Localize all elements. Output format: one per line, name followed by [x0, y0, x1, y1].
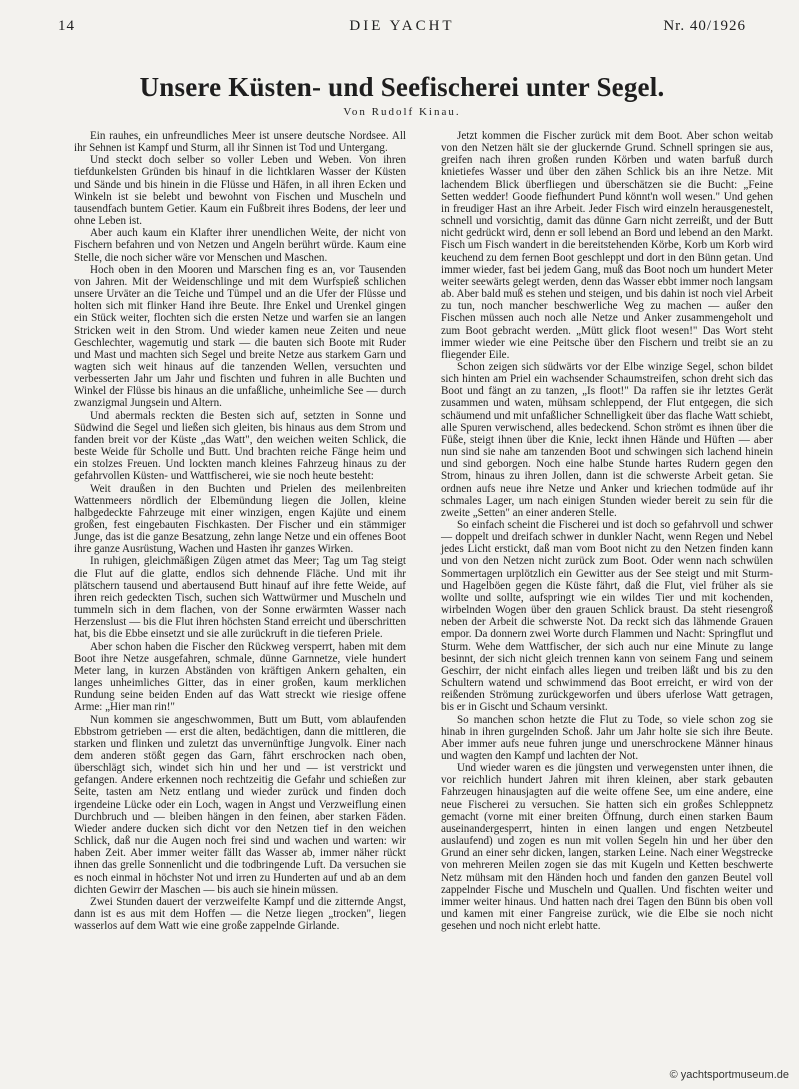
article-title: Unsere Küsten- und Seefischerei unter Segel. — [139, 72, 665, 102]
body-paragraph: Hoch oben in den Mooren und Marschen fing es an, vor Tausenden von Jahren. Mit der Weidenschlinge und mit dem Wurfspieß schlichen unsere Urväter an die Teiche und Tümpel und an die Ufer der Flüsse und holten sich mit flinker Hand ihre Beute. Ihre Enkel und Urenkel gingen ein Stück weiter, flochten sich die ersten Netze und warfen sie an langen Stricken weit in den Strom. Und wieder kamen neue Zeiten und neue Geschlechter, wagemutig und stark — die bauten sich Boote mit Ruder und Mast und machten sich Segel und breite Netze aus starkem Garn und wagten sich weit hinaus auf die tanzenden Wellen, versuchten und verbesserten Jahr um Jahr und fischten und fuhren in alle Buchten und Winkel der Flüsse bis hinaus an die unfaßliche, unheimliche See — durch zwanzigmal Jungsein und Altern. — [74, 263, 406, 410]
body-paragraph: Und steckt doch selber so voller Leben und Weben. Von ihren tiefdunkelsten Gründen bis hinauf in die lichtklaren Wasser der Küsten und Sände und bis hinein in die Flüsse und Häfen, in all ihren Ecken und Winkeln ist sie belebt und bewohnt von Fischen und Muscheln und tausendfach buntem Getier. Kaum ein Fußbreit ihres Bodens, der leer und ohne Leben ist. — [74, 154, 406, 228]
body-paragraph: So manchen schon hetzte die Flut zu Tode, so viele schon zog sie hinab in ihren gurgelnden Schoß. Jahr um Jahr holte sie sich ihre Beute. Aber immer aufs neue fuhren junge und unerschrockene Männer hinaus und wagten den Kampf und lachten der Not. — [441, 713, 773, 762]
issue-number: Nr. 40/1926 — [663, 18, 746, 34]
article-byline: Von Rudolf Kinau. — [343, 106, 461, 118]
magazine-name: DIE YACHT — [349, 18, 455, 34]
left-column — [74, 130, 406, 932]
right-column — [441, 130, 773, 932]
page-number: 14 — [58, 18, 75, 34]
body-paragraph: Aber auch kaum ein Klafter ihrer unendlichen Weite, der nicht von Fischern befahren und von Netzen und Angeln berührt würde. Kaum eine Stelle, die noch sicher wäre vor Menschen und Maschen. — [74, 227, 406, 264]
body-paragraph: In ruhigen, gleichmäßigen Zügen atmet das Meer; Tag um Tag steigt die Flut auf die glatte, endlos sich dehnende Fläche. Und mit ihr plätschern tausend und abertausend Butt hinauf auf ihre fette Weide, auf ihren reich gedeckten Tisch, suchen sich Wattwürmer und Muscheln und tummeln sich in dem flachen, von der Sonne erwärmten Wasser nach Herzenslust — bis die Flut ihren höchsten Stand erreicht und überschritten hat, bis die Ebbe einsetzt und sie alle zurückruft in die tieferen Priele. — [74, 555, 406, 641]
body-paragraph: Aber schon haben die Fischer den Rückweg versperrt, haben mit dem Boot ihre Netze ausgefahren, schmale, dünne Garnnetze, viele hundert Meter lang, in kurzen Abständen von kräftigen Ankern gehalten, ein langes unheimliches Gitter, das in einer großen, kaum merklichen Rundung seine beiden Enden auf das Watt streckt wie riesige offene Arme: „Hier man rin!" — [74, 640, 406, 714]
body-paragraph: Zwei Stunden dauert der verzweifelte Kampf und die zitternde Angst, dann ist es aus mit dem Hoffen — die Netze liegen „trocken", liegen wasserlos auf dem Watt wie eine große zappelnde Girlande. — [74, 895, 406, 933]
body-paragraph: Nun kommen sie angeschwommen, Butt um Butt, vom ablaufenden Ebbstrom getrieben — erst die alten, bedächtigen, dann die mittleren, die starken und flinken und zuletzt das unvernünftige Jungvolk. Einer nach dem anderen stößt gegen das Garn, fährt erschrocken nach oben, überschlägt sich, windet sich hin und her und — ist verstrickt und gefangen. Andere erkennen noch rechtzeitig die Gefahr und schießen zur Seite, tasten am Netz entlang und wieder zurück und finden doch irgendeine Lücke oder ein Loch, wagen in Angst und Verzweiflung einen Durchbruch und — bleiben hängen in den feinen, aber starken Fäden. Wieder andere ducken sich dicht vor den Netzen tief in den weichen Schlick, daß nur die Augen noch frei sind und wachen und warten: wir haben Zeit. Aber immer weiter fällt das Wasser ab, immer näher rückt ihnen das grelle Sonnenlicht und die todbringende Luft. Da versuchen sie es noch einmal in höchster Not und irren zu Hunderten auf und ab an dem dichten Gewirr der Maschen — bis auch sie hinein müssen. — [74, 713, 406, 896]
body-paragraph: So einfach scheint die Fischerei und ist doch so gefahrvoll und schwer — doppelt und dreifach schwer in dunkler Nacht, wenn Regen und Nebel jedes Licht erstickt, daß man vom Boot nicht zu den Netzen finden kann und von den Netzen nicht zurück zum Boot. Oder wenn nach schwülen Sommertagen urplötzlich ein Gewitter aus der See steigt und mit Sturm- und Hagelböen gegen die Küste fährt, daß die Flut, viel früher als sie wollte und sollte, aufspringt wie ein wildes Tier und mit kochenden, wirbelnden Wogen über den grauen Schlick braust. Da steht riesengroß neben der Arbeit die schwerste Not. Da reckt sich das lähmende Grauen empor. Da donnern zwei Worte durch Flammen und Nacht: Springflut und Sturm. Wehe dem Wattfischer, der sich auch nur eine Minute zu lange besinnt, der sich nicht gleich trennen kann von seinem Fang und seinem Geschirr, der nicht einfach alles liegen und treiben läßt und bis zu den Schultern watend und schwimmend das Boot erreicht, er wird von der reißenden Strömung zurückgeworfen und übers uferlose Watt getragen, bis er in Gischt und Schaum versinkt. — [441, 519, 773, 714]
body-paragraph: Schon zeigen sich südwärts vor der Elbe winzige Segel, schon bildet sich hinten am Priel ein wachsender Schaumstreifen, schon dreht sich das Boot und fängt an zu tanzen, „Is floot!" Da raffen sie ihr letztes Gerät zusammen und waten, mühsam schleppend, der Flut entgegen, die sich schäumend und mit unfaßlicher Schnelligkeit über das flache Watt schiebt, alle Spuren verwischend, alles bedeckend. Schon strömt es ihnen über die Füße, steigt ihnen über die Knie, leckt ihnen Hände und Hüften — aber nun sind sie nahe am tanzenden Boot und schwingen sich lachend hinein und sind geborgen. Noch eine halbe Stunde hartes Rudern gegen den Strom, hinaus zu ihren Jollen, dann ist die schwerste Arbeit getan. Sie ordnen aufs neue ihre Netze und Anker und kriechen todmüde auf ihr schmales Lager, um nach einigen Stunden wieder bereit zu sein für die zweite „Setten" an einer anderen Stelle. — [441, 360, 773, 519]
body-paragraph: Weit draußen in den Buchten und Prielen des meilenbreiten Wattenmeers nördlich der Elbemündung liegen die Jollen, kleine halbgedeckte Fahrzeuge mit einer winzigen, engen Kajüte und einem großen, fest eingebauten Fischkasten. Der Fischer und ein stämmiger Junge, das ist die ganze Besatzung, zehn lange Netze und ein offenes Boot ihre ganze Ausrüstung, Wachen und Hasten ihr ganzes Wirken. — [74, 482, 406, 556]
body-paragraph: Ein rauhes, ein unfreundliches Meer ist unsere deutsche Nordsee. All ihr Sehnen ist Kampf und Sturm, all ihr Sinnen ist Tod und Untergang. — [74, 130, 406, 155]
watermark: © yachtsportmuseum.de — [669, 1069, 789, 1081]
body-paragraph: Und abermals reckten die Besten sich auf, setzten in Sonne und Südwind die Segel und ließen sich gleiten, bis hinaus aus dem Strom und fanden breit vor der Küste „das Watt", den weichen weiten Schlick, die beste Weide für Scholle und Butt. Und brachten reiche Fänge heim und ein stolzes Freuen. Und lockten manch kleines Fahrzeug hinaus zu der gefahrvollen Küsten- und Wattfischerei, wie sie noch heute besteht: — [74, 409, 406, 483]
body-paragraph: Und wieder waren es die jüngsten und verwegensten unter ihnen, die vor reichlich hundert Jahren mit ihren kleinen, aber stark gebauten Fahrzeugen hinausjagten auf die weite offene See, um eine andere, eine neue Fischerei zu versuchen. Sie hatten sich ein großes Schleppnetz gemacht (vorne mit einer breiten Öffnung, durch einen starken Baum auseinandergesperrt, hinten in einen langen und engen Netzbeutel auslaufend) und zogen es nun mit vollen Segeln hin und her über den Grund an einer sehr dicken, langen, starken Leine. Nach einer Wegstrecke von mehreren Meilen zogen sie das mit Kugeln und Ketten beschwerte Netz mühsam mit den Händen hoch und fanden den ganzen Beutel voll zappelnder Fische und Muscheln und Quallen. Und fischten weiter und immer weiter hinaus. Und hatten nach drei Tagen den Bünn bis oben voll und kamen mit einer Fangreise zurück, wie die Elbe sie noch nicht gesehen und noch nicht erlebt hatte. — [441, 762, 773, 933]
body-paragraph: Jetzt kommen die Fischer zurück mit dem Boot. Aber schon weitab von den Netzen hält sie der gluckernde Grund. Schnell springen sie aus, greifen nach ihren großen runden Körben und waten barfuß durch knietiefes Wasser und über den zähen Schlick bis an ihre Netze. Mit lachendem Blick überfliegen und überschätzen sie die Bucht: „Feine Setten wedder! Goode fiefhundert Pund könnt'n woll wesen." Und gehen in freudiger Hast an ihre Arbeit. Jeder Fisch wird einzeln herausgenestelt, schnell und vorsichtig, damit das dünne Garn nicht zerreißt, und der Butt nicht gedrückt wird, denn er soll lebend an Bord und lebend an den Markt. Fisch um Fisch wandert in die bereitstehenden Körbe, Korb um Korb wird keuchend zu dem fernen Boot geschleppt und dort in den Bünn getan. Und immer wieder, fast bei jedem Gang, muß das Boot noch um hundert Meter weiter seewärts gelegt werden, denn das Wasser ebbt immer noch langsam ab. Aber bald muß es stehen und steigen, und bis dahin ist noch viel Arbeit zu tun, noch mancher beschwerliche Weg zu machen — außer den Fischen müssen auch noch alle Netze und Anker zusammengeholt und zum Boot gebracht werden. „Mütt glick floot wesen!" Das Wort steht immer wieder wie eine Peitsche über den Fischern und treibt sie an zu fliegender Eile. — [441, 130, 773, 361]
